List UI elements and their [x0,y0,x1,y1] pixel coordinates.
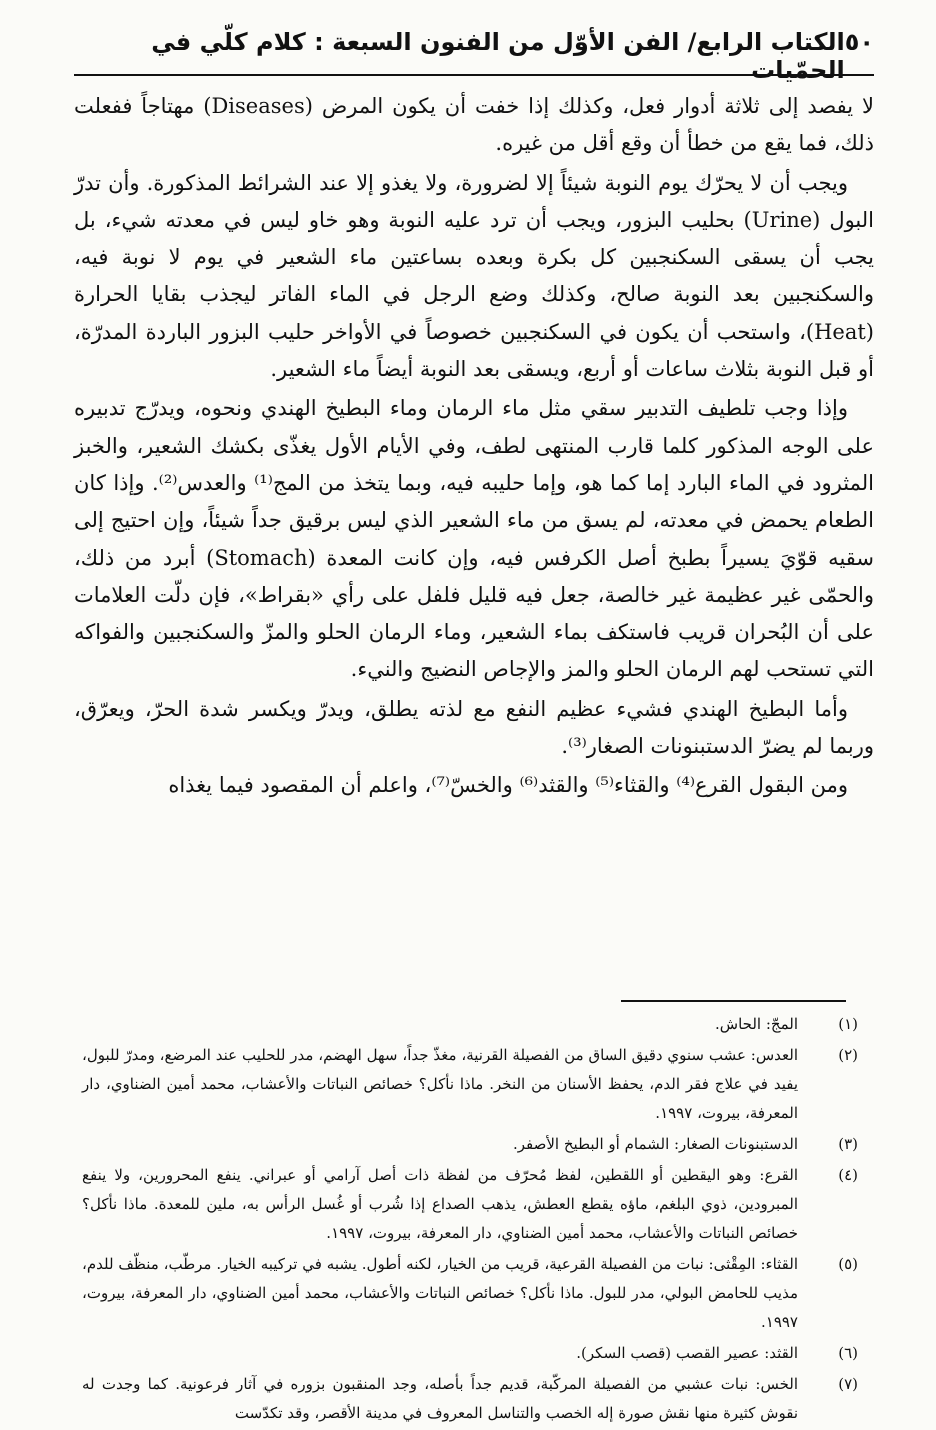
footnote-text: العدس: عشب سنوي دقيق الساق من الفصيلة القرنية، مغذّ جداً، سهل الهضم، مدر للحليب عند المرضع، ومدرّ للبول، يفيد في علاج فقر الدم، يحفظ الأسنان من النخر. ماذا نأكل؟ خصائص النباتات والأعشاب، محمد أمين الضناوي، دار المعرفة، بيروت، ١٩٩٧. [82,1046,798,1122]
footnote-text: القرع: وهو اليقطين أو اللقطين، لفظ مُحرّف من لفظة ذات أصل آرامي أو عبراني. ينفع المحرورين، ولا ينفع المبرودين، ذوي البلغم، ماؤه يقطع العطش، يذهب الصداع إذا شُرب أو غُسل الرأس به، ملين للمعدة. ماذا نأكل؟ خصائص النباتات والأعشاب، محمد أمين الضناوي، دار المعرفة، بيروت، ١٩٩٧. [82,1166,798,1242]
footnote-text: الخس: نبات عشبي من الفصيلة المركّبة، قديم جداً بأصله، وجد المنقبون بزوره في آثار فرعونية. كما وجدت له نقوش كثيرة منها نقش صورة إله الخصب والتناسل المعروف في مدينة الأقصر، وقد تكدّست [82,1375,798,1422]
footnote-text: الدستبنونات الصغار: الشمام أو البطيخ الأصفر. [513,1135,798,1153]
footnote-item [82,1161,858,1248]
footnotes [82,1010,858,1430]
paragraph: وإذا وجب تلطيف التدبير سقي مثل ماء الرمان وماء البطيخ الهندي ونحوه، ويدرّج تدبيره على الوجه المذكور كلما قارب المنتهى لطف، وفي الأيام الأول يغذّى بكشك الشعير، والخبز المثرود في الماء البارد إما كما هو، وإما حليبه فيه، وبما يتخذ من المج⁽¹⁾ والعدس⁽²⁾. وإذا كان الطعام يحمض في معدته، لم يسق من ماء الشعير الذي ليس برقيق جداً شيئاً، وإن احتيج إلى سقيه قوّيَ يسيراً بطبخ أصل الكرفس فيه، وإن كانت المعدة (Stomach) أبرد من ذلك، والحمّى غير عظيمة غير خالصة، جعل فيه قليل فلفل على رأي «بقراط»، فإن دلّت العلامات على أن البُحران قريب فاستكف بماء الشعير، وماء الرمان الحلو والمزّ والسكنجبين والفواكه التي تستحب لهم الرمان الحلو والمز والإجاص النضيج والنيء. [74,396,874,682]
paragraph: لا يفصد إلى ثلاثة أدوار فعل، وكذلك إذا خفت أن يكون المرض (Diseases) مهتاجاً ففعلت ذلك، فما يقع من خطأ أن وقع أقل من غيره. [74,94,874,156]
main-text [74,88,874,805]
footnote-number: (٢) [838,1046,858,1064]
footnote-item [82,1339,858,1368]
footnote-text: القثد: عصير القصب (قصب السكر). [576,1344,798,1362]
footnote-number: (٧) [838,1375,858,1393]
page-header [74,28,874,84]
running-title: الكتاب الرابع/ الفن الأوّل من الفنون السبعة : كلام كلّي في الحمّيات [151,28,845,84]
footnote-item [82,1370,858,1428]
footnote-number: (٥) [838,1255,858,1273]
page-number: ٥٠ [844,28,874,56]
paragraph: ومن البقول القرع⁽⁴⁾ والقثاء⁽⁵⁾ والقثد⁽⁶⁾ والخسّ⁽⁷⁾، واعلم أن المقصود فيما يغذاه [168,773,848,798]
footnote-item [82,1250,858,1337]
paragraph: وأما البطيخ الهندي فشيء عظيم النفع مع لذته يطلق، ويدرّ ويكسر شدة الحرّ، ويعرّق، وربما لم يضرّ الدستبنونات الصغار⁽³⁾. [74,696,874,759]
paragraph: ويجب أن لا يحرّك يوم النوبة شيئاً إلا لضرورة، ولا يغذو إلا عند الشرائط المذكورة. وأن تدرّ البول (Urine) بحليب البزور، ويجب أن ترد عليه النوبة وهو خاو ليس في معدته شيء، بل يجب أن يسقى السكنجبين كل بكرة وبعده بساعتين ماء الشعير في يوم لا نوبة فيه، والسكنجبين بعد النوبة صالح، وكذلك وضع الرجل في الماء الفاتر ليجذب بقايا الحرارة (Heat)، واستحب أن يكون في السكنجبين خصوصاً في الأواخر حليب البزور الباردة المدرّة، أو قبل النوبة بثلاث ساعات أو أربع، ويسقى بعد النوبة أيضاً ماء الشعير. [74,170,874,382]
footnote-rule [621,1000,846,1002]
footnote-item [82,1041,858,1128]
footnote-text: القثاء: المِقْثى: نبات من الفصيلة القرعية، قريب من الخيار، لكنه أطول. يشبه في تركيبه الخيار. مرطّب، منظّف للدم، مذيب للحامض البولي، مدر للبول. ماذا نأكل؟ خصائص النباتات والأعشاب، محمد أمين الضناوي، دار المعرفة، بيروت، ١٩٩٧. [82,1255,798,1331]
footnote-item [82,1130,858,1159]
footnote-number: (٣) [838,1135,858,1153]
footnote-number: (٤) [838,1166,858,1184]
footnote-number: (٦) [838,1344,858,1362]
footnote-item [82,1010,858,1039]
footnote-number: (١) [838,1015,858,1033]
footnote-text: المجّ: الحاش. [715,1015,798,1033]
